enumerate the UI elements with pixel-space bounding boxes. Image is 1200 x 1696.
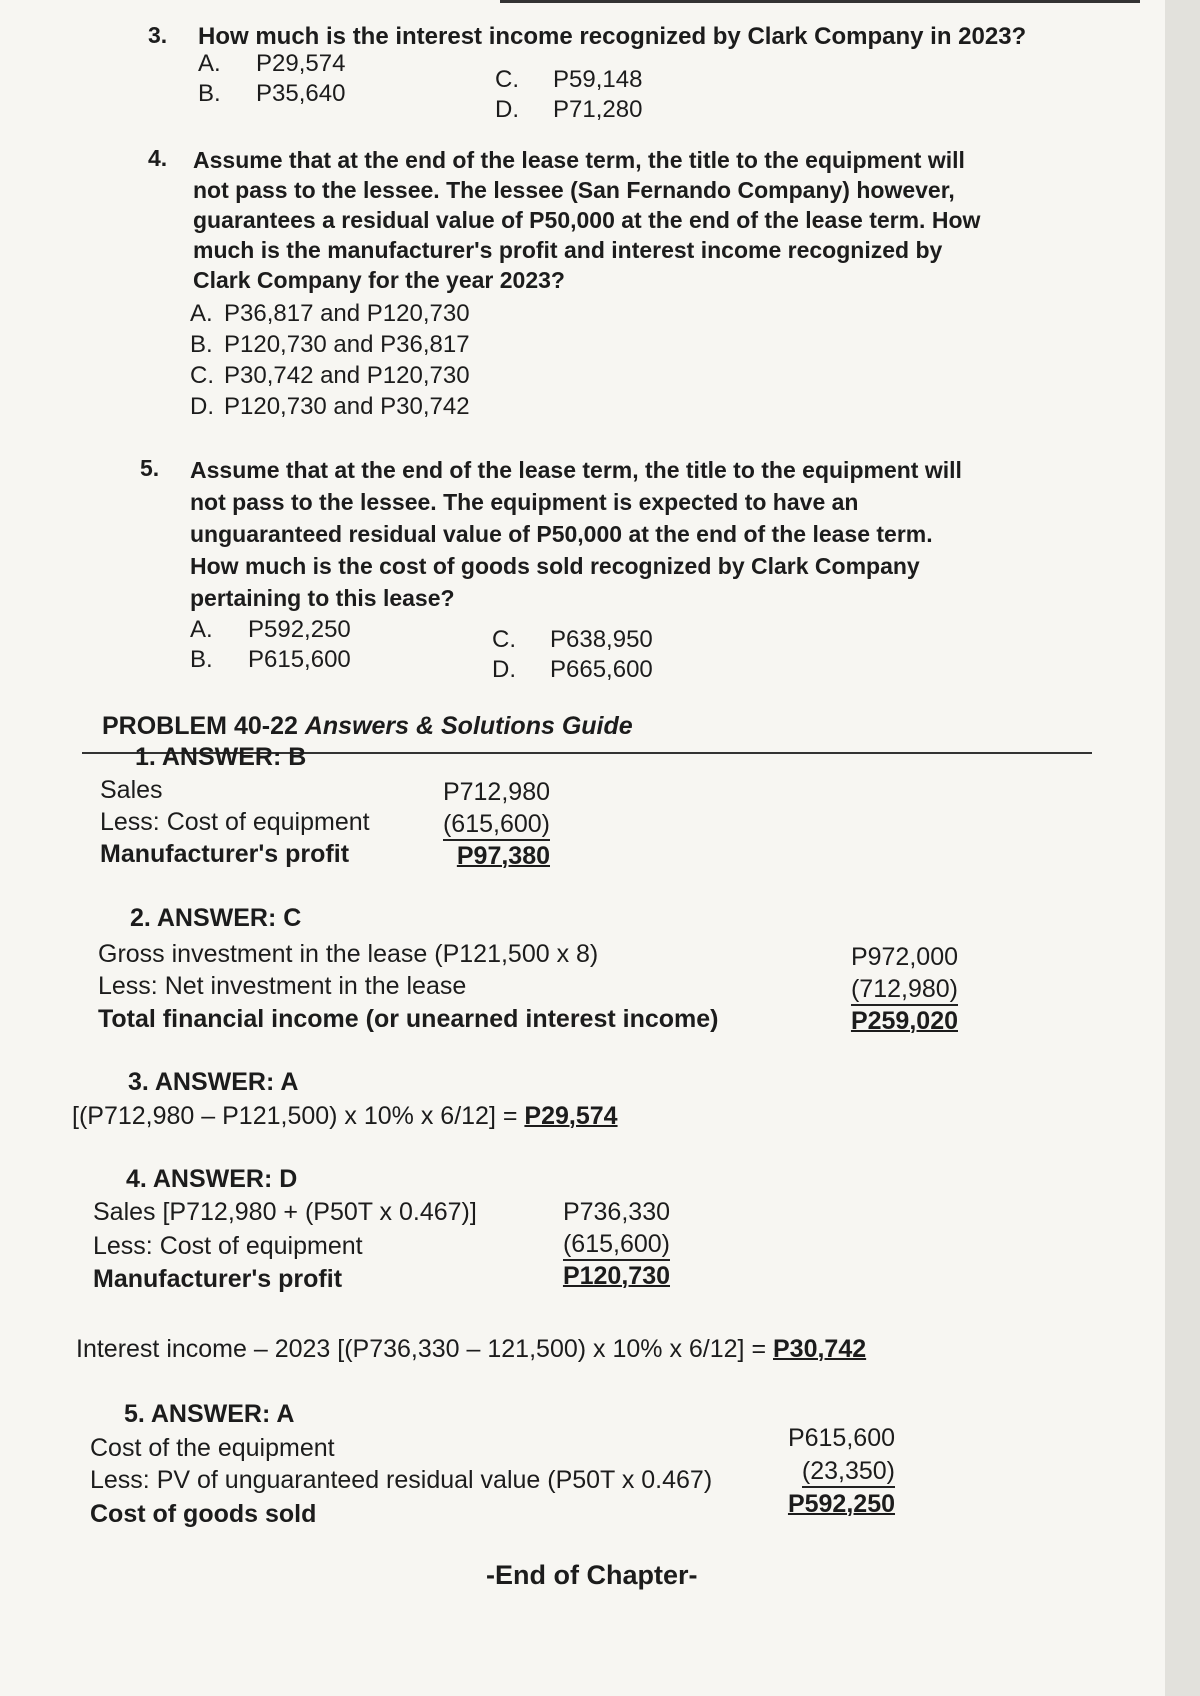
q3-option-b: B. P35,640 [198,80,346,107]
a4-interest-line: Interest income – 2023 [(P736,330 – 121,500) x 10% x 6/12] = P30,742 [76,1335,867,1363]
q5-option-b: B. P615,600 [190,646,351,673]
solutions-heading: PROBLEM 40-22 Answers & Solutions Guide [102,712,633,740]
a5-title: 5. ANSWER: A [124,1400,295,1428]
a5-value-pv: (23,350) [802,1457,895,1488]
q5-option-a: A. P592,250 [190,616,351,643]
a4-label-cost: Less: Cost of equipment [93,1232,363,1260]
a4-value-cost: (615,600) [563,1230,670,1261]
page-edge [1165,0,1200,1696]
q4-line-5: Clark Company for the year 2023? [193,267,565,293]
a4-value-profit: P120,730 [562,1262,670,1290]
a1-label-sales: Sales [100,776,163,804]
a2-label-gross: Gross investment in the lease (P121,500 x 8) [98,940,599,968]
q5-line-2: not pass to the lessee. The equipment is expected to have an [190,489,859,515]
a1-value-cost: (615,600) [443,810,550,841]
a2-label-total: Total financial income (or unearned interest income) [98,1005,719,1033]
q5-line-3: unguaranteed residual value of P50,000 at the end of the lease term. [190,521,933,547]
a5-label-cost: Cost of the equipment [90,1434,335,1462]
q4-line-3: guarantees a residual value of P50,000 at the end of the lease term. How [193,207,981,233]
q4-option-a: A. P36,817 and P120,730 [190,300,470,327]
q5-option-d: D. P665,600 [492,656,653,683]
q5-line-4: How much is the cost of goods sold recognized by Clark Company [190,553,920,579]
a4-title: 4. ANSWER: D [126,1165,298,1193]
a1-label-profit: Manufacturer's profit [100,840,350,868]
q5-line-5: pertaining to this lease? [190,585,455,611]
q3-option-c: C. P59,148 [495,66,643,93]
a5-value-cost: P615,600 [787,1424,895,1452]
q4-line-4: much is the manufacturer's profit and interest income recognized by [193,237,943,263]
q4-option-b: B. P120,730 and P36,817 [190,331,470,358]
a5-value-cogs: P592,250 [787,1490,895,1518]
a4-label-profit: Manufacturer's profit [93,1265,343,1293]
q3-number: 3. [148,22,168,48]
a1-value-profit: P97,380 [456,842,550,870]
q4-line-1: Assume that at the end of the lease term, the title to the equipment will [193,147,965,173]
q5-line-1: Assume that at the end of the lease term, the title to the equipment will [190,457,962,483]
a2-value-gross: P972,000 [850,943,958,971]
a5-label-cogs: Cost of goods sold [90,1500,317,1528]
a1-value-sales: P712,980 [442,778,550,806]
a2-label-net: Less: Net investment in the lease [98,972,467,1000]
a2-value-total: P259,020 [850,1007,958,1035]
q3-option-a: A. P29,574 [198,50,346,77]
a2-value-net: (712,980) [851,975,958,1006]
a4-label-sales: Sales [P712,980 + (P50T x 0.467)] [93,1198,477,1226]
a5-label-pv: Less: PV of unguaranteed residual value (P50T x 0.467) [90,1466,713,1494]
a2-title: 2. ANSWER: C [130,904,302,932]
top-rule [500,0,1140,3]
q4-number: 4. [148,145,168,171]
a3-title: 3. ANSWER: A [128,1068,299,1096]
a1-label-cost: Less: Cost of equipment [100,808,370,836]
q4-line-2: not pass to the lessee. The lessee (San Fernando Company) however, [193,177,955,203]
q5-option-c: C. P638,950 [492,626,653,653]
a1-title: 1. ANSWER: B [135,743,307,771]
q4-option-d: D. P120,730 and P30,742 [190,393,470,420]
a4-interest-result: P30,742 [773,1335,867,1363]
q3-text: How much is the interest income recognized by Clark Company in 2023? [198,23,1027,50]
a4-value-sales: P736,330 [562,1198,670,1226]
q4-option-c: C. P30,742 and P120,730 [190,362,470,389]
end-of-chapter: -End of Chapter- [486,1560,698,1590]
q5-number: 5. [140,455,160,481]
a3-result: P29,574 [524,1102,618,1130]
a3-formula: [(P712,980 – P121,500) x 10% x 6/12] = P29,574 [72,1102,618,1130]
q3-option-d: D. P71,280 [495,96,643,123]
